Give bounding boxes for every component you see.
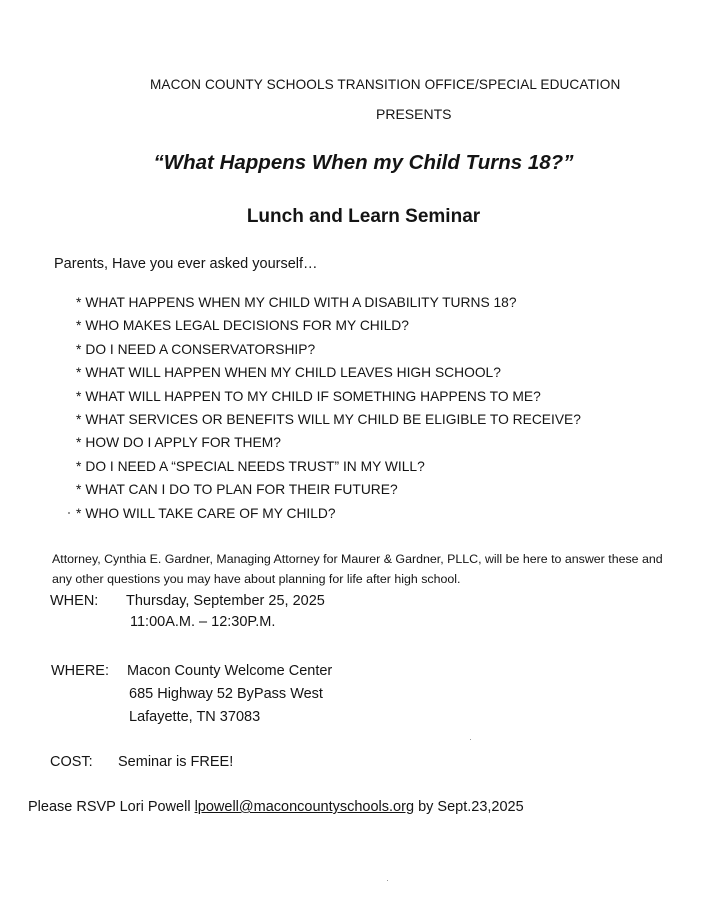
question-item <box>76 314 581 337</box>
venue-name: Macon County Welcome Center <box>127 663 333 679</box>
question-text: WHAT HAPPENS WHEN MY CHILD WITH A DISABILITY TURNS 18? <box>85 295 517 310</box>
question-text: DO I NEED A “SPECIAL NEEDS TRUST” IN MY WILL? <box>85 458 425 474</box>
question-item <box>76 431 581 454</box>
bullet-star: * <box>76 341 82 357</box>
venue-city: Lafayette, TN 37083 <box>129 709 261 725</box>
question-text: HOW DO I APPLY FOR THEM? <box>85 435 281 451</box>
question-item <box>76 361 581 384</box>
question-item <box>76 478 581 501</box>
cost-label: COST: <box>50 754 93 770</box>
cost-value: Seminar is FREE! <box>118 754 234 770</box>
scan-speck <box>387 880 388 881</box>
rsvp-prefix: Please RSVP Lori Powell <box>28 799 191 815</box>
seminar-subtitle: Lunch and Learn Seminar <box>246 206 481 227</box>
bullet-star: * <box>76 295 82 310</box>
event-date: Thursday, September 25, 2025 <box>126 593 325 609</box>
question-item <box>76 385 581 408</box>
bullet-star: * <box>76 458 82 474</box>
question-text: WHAT WILL HAPPEN WHEN MY CHILD LEAVES HIGH SCHOOL? <box>85 365 501 381</box>
bullet-star: * <box>76 411 82 427</box>
question-item <box>76 502 581 525</box>
question-text: WHAT SERVICES OR BENEFITS WILL MY CHILD BE ELIGIBLE TO RECEIVE? <box>85 411 581 427</box>
when-label: WHEN: <box>50 593 99 609</box>
bullet-star: * <box>76 388 82 404</box>
attorney-note: Attorney, Cynthia E. Gardner, Managing Attorney for Maurer & Gardner, PLLC, will be here to answer these and any other questions you may have about planning for life after high school. <box>52 552 663 586</box>
where-label: WHERE: <box>51 663 109 679</box>
question-text: WHO MAKES LEGAL DECISIONS FOR MY CHILD? <box>85 318 409 334</box>
bullet-star: * <box>76 505 82 521</box>
rsvp-deadline: by Sept.23,2025 <box>418 799 524 815</box>
venue-street: 685 Highway 52 ByPass West <box>129 686 323 702</box>
question-text: WHAT WILL HAPPEN TO MY CHILD IF SOMETHING HAPPENS TO ME? <box>85 388 541 404</box>
question-item <box>76 455 581 478</box>
organization-header: MACON COUNTY SCHOOLS TRANSITION OFFICE/SPECIAL EDUCATION <box>150 77 621 92</box>
bullet-star: * <box>76 435 82 451</box>
question-item <box>76 338 581 361</box>
scan-speck <box>68 512 70 514</box>
rsvp-email-link[interactable]: lpowell@maconcountyschools.org <box>194 799 415 815</box>
bullet-star: * <box>76 365 82 381</box>
presents-label: PRESENTS <box>376 106 452 122</box>
question-item <box>76 408 581 431</box>
rsvp-line <box>28 799 524 815</box>
bullet-star: * <box>76 318 82 334</box>
scan-speck <box>470 739 471 740</box>
event-time: 11:00A.M. – 12:30P.M. <box>130 614 276 630</box>
intro-text: Parents, Have you ever asked yourself… <box>54 256 318 272</box>
bullet-star: * <box>76 482 82 498</box>
question-list <box>76 291 581 525</box>
flyer-title: “What Happens When my Child Turns 18?” <box>153 151 574 174</box>
question-item <box>76 291 581 314</box>
question-text: WHO WILL TAKE CARE OF MY CHILD? <box>85 505 336 521</box>
question-text: DO I NEED A CONSERVATORSHIP? <box>85 341 316 357</box>
question-text: WHAT CAN I DO TO PLAN FOR THEIR FUTURE? <box>85 482 398 498</box>
